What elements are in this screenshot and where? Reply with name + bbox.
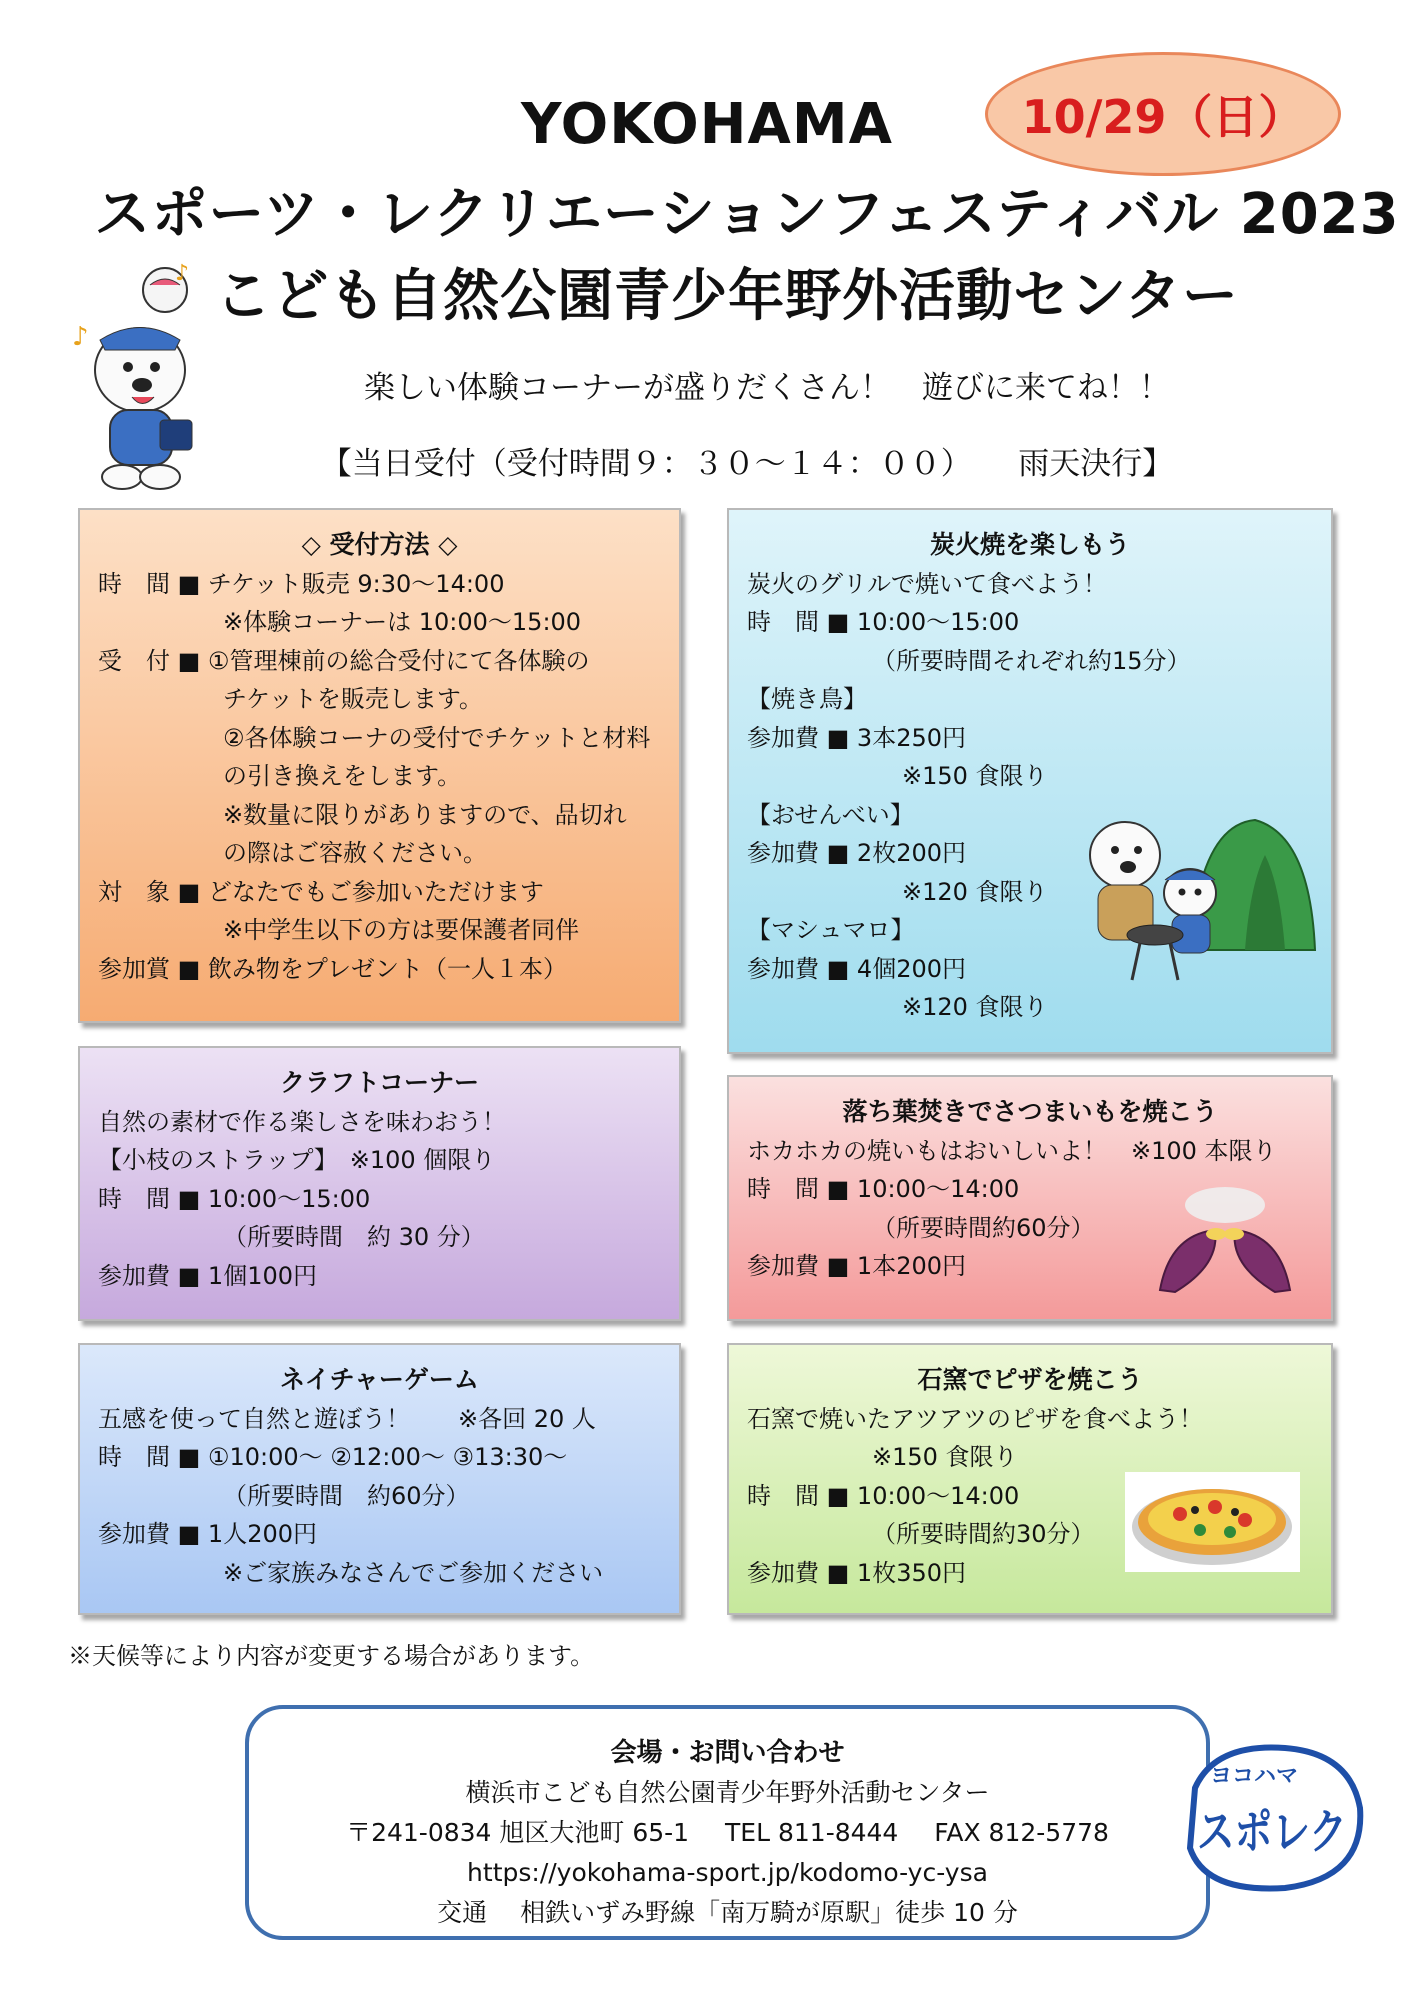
charcoal-line: 参加費 ■ 2枚200円 xyxy=(747,839,967,867)
leaves-title: 落ち葉焚きでさつまいもを焼こう xyxy=(842,1097,1218,1126)
event-date-badge: 10/29（日） xyxy=(985,52,1341,176)
logo-small-text: ヨコハマ xyxy=(1210,1764,1299,1789)
charcoal-line: 炭火のグリルで焼いて食べよう！ xyxy=(747,569,1107,598)
pizza-line: ※150 食限り xyxy=(872,1443,1018,1471)
charcoal-line: ※120 食限り xyxy=(902,993,1048,1021)
charcoal-line: 参加費 ■ 4個200円 xyxy=(747,954,967,983)
reception-line: ※中学生以下の方は要保護者同伴 xyxy=(223,916,580,944)
svg-text:♪: ♪ xyxy=(72,322,89,352)
nature-line: 参加費 ■ 1人200円 xyxy=(98,1520,318,1548)
venue-name: 横浜市こども自然公園青少年野外活動センター xyxy=(465,1778,990,1807)
event-title-venue: こども自然公園青少年野外活動センター xyxy=(215,264,1239,329)
reception-line: ※数量に限りがありますので、品切れ xyxy=(223,800,627,829)
nature-line: （所要時間 約60分） xyxy=(223,1481,470,1510)
craft-corner-box xyxy=(78,1046,681,1321)
reception-line: の際はご容赦ください。 xyxy=(223,839,487,867)
leaves-line: 時 間 ■ 10:00～14:00 xyxy=(747,1175,1020,1203)
charcoal-line: ※150 食限り xyxy=(902,762,1048,790)
website-url[interactable]: https://yokohama-sport.jp/kodomo-yc-ysa xyxy=(467,1858,988,1887)
craft-line: 時 間 ■ 10:00～15:00 xyxy=(98,1184,371,1213)
bbq-tent-illustration xyxy=(1080,795,1320,995)
pizza-illustration xyxy=(1125,1472,1300,1572)
nature-line: 時 間 ■ ①10:00～ ②12:00～ ③13:30～ xyxy=(98,1443,568,1471)
reception-line: ※体験コーナーは 10:00～15:00 xyxy=(223,608,582,636)
pizza-line: 時 間 ■ 10:00～14:00 xyxy=(747,1481,1020,1510)
reception-line: 時 間 ■ チケット販売 9:30～14:00 xyxy=(98,569,505,598)
tagline: 楽しい体験コーナーが盛りだくさん！ 遊びに来てね！！ xyxy=(364,370,1170,406)
reception-line: チケットを販売します。 xyxy=(223,685,483,713)
charcoal-line: （所要時間それぞれ約15分） xyxy=(872,646,1191,675)
charcoal-line: 【焼き鳥】 xyxy=(747,685,867,713)
postal-address: 〒241-0834 旭区大池町 65-1 xyxy=(346,1818,690,1847)
leaves-line: ホカホカの焼いもはおいしいよ！ ※100 本限り xyxy=(747,1136,1277,1165)
reception-line: 受 付 ■ ①管理棟前の総合受付にて各体験の xyxy=(98,646,590,675)
craft-line: （所要時間 約 30 分） xyxy=(223,1223,485,1251)
event-title-festival: スポーツ・レクリエーションフェスティバル 2023 xyxy=(94,182,1400,247)
charcoal-line: 【マシュマロ】 xyxy=(747,916,915,944)
contact-title: 会場・お問い合わせ xyxy=(610,1738,845,1768)
reception-line: 参加賞 ■ 飲み物をプレゼント（一人１本） xyxy=(98,954,567,983)
craft-line: 自然の素材で作る楽しさを味わおう！ xyxy=(98,1107,506,1136)
craft-line: 参加費 ■ 1個100円 xyxy=(98,1261,318,1290)
charcoal-title: 炭火焼を楽しもう xyxy=(929,530,1130,559)
access-info: 交通 相鉄いずみ野線「南万騎が原駅」徒歩 10 分 xyxy=(437,1898,1018,1927)
yokohama-sporec-logo xyxy=(1175,1728,1370,1903)
leaves-line: 参加費 ■ 1本200円 xyxy=(747,1252,967,1280)
weather-change-note: ※天候等により内容が変更する場合があります。 xyxy=(68,1642,595,1670)
phone-number: TEL 811-8444 xyxy=(725,1818,899,1847)
reception-line: 対 象 ■ どなたでもご参加いただけます xyxy=(98,877,544,906)
reception-title: ◇ 受付方法 ◇ xyxy=(301,530,458,559)
leaves-line: （所要時間約60分） xyxy=(872,1213,1095,1242)
pizza-title: 石窯でピザを焼こう xyxy=(917,1365,1143,1394)
charcoal-line: 【おせんべい】 xyxy=(747,800,914,829)
craft-title: クラフトコーナー xyxy=(279,1068,479,1097)
craft-line: 【小枝のストラップ】 ※100 個限り xyxy=(98,1146,496,1174)
nature-game-box xyxy=(78,1343,681,1615)
contact-info-box xyxy=(245,1705,1210,1940)
logo-big-text: スポレク xyxy=(1197,1804,1347,1860)
reception-info-box xyxy=(78,508,681,1023)
reception-hours: 【当日受付（受付時間９：３０～１４：００） 雨天決行】 xyxy=(320,446,1174,482)
charcoal-line: ※120 食限り xyxy=(902,877,1048,906)
contact-details-row xyxy=(249,1813,1206,1853)
event-title-yokohama: YOKOHAMA xyxy=(521,92,893,157)
nature-line: ※ご家族みなさんでご参加ください xyxy=(223,1558,604,1587)
reception-line: ②各体験コーナの受付でチケットと材料 xyxy=(223,723,651,752)
pizza-line: 参加費 ■ 1枚350円 xyxy=(747,1558,967,1587)
pizza-line: 石窯で焼いたアツアツのピザを食べよう！ xyxy=(747,1404,1203,1433)
fax-number: FAX 812-5778 xyxy=(934,1818,1109,1847)
svg-text:♪: ♪ xyxy=(175,261,190,286)
reception-line: の引き換えをします。 xyxy=(223,762,462,790)
charcoal-line: 参加費 ■ 3本250円 xyxy=(747,723,967,752)
charcoal-line: 時 間 ■ 10:00～15:00 xyxy=(747,608,1020,636)
nature-line: 五感を使って自然と遊ぼう！ ※各回 20 人 xyxy=(98,1404,596,1433)
nature-title: ネイチャーゲーム xyxy=(280,1365,479,1394)
pizza-line: （所要時間約30分） xyxy=(872,1520,1095,1548)
sweet-potato-illustration xyxy=(1150,1180,1300,1300)
